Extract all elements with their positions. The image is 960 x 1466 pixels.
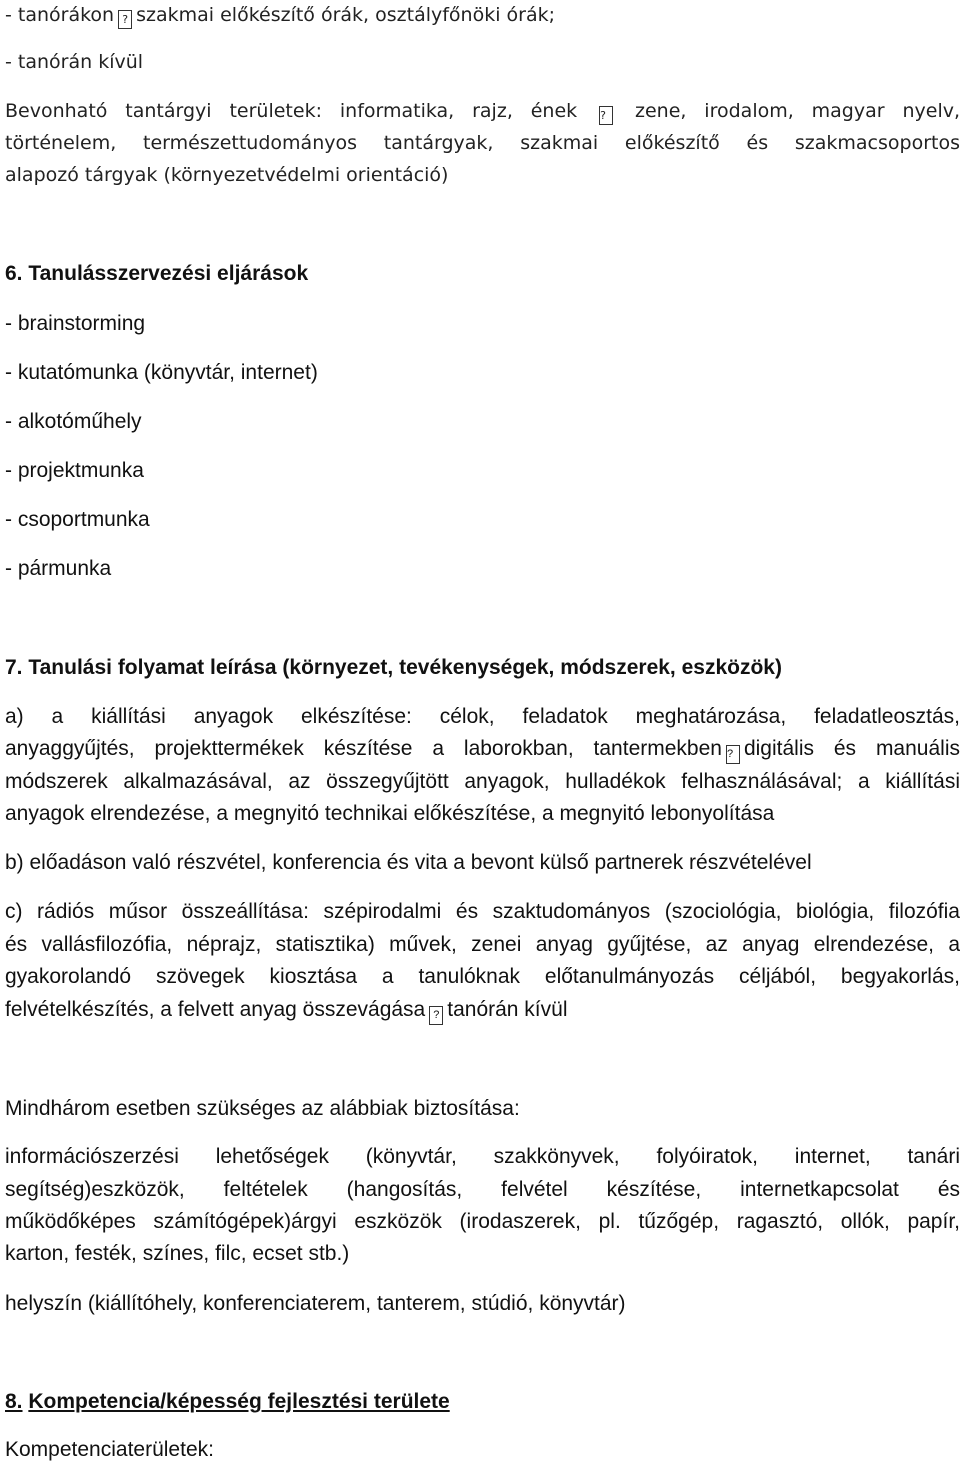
- intro-text: zene, irodalom, magyar nyelv,: [634, 100, 960, 122]
- list-item: - brainstorming: [5, 312, 146, 335]
- missing-glyph-icon: ?: [118, 10, 132, 29]
- requirements-line: információszerzési lehetőségek (könyvtár, szakkönyvek, folyóiratok, internet, tanári: [5, 1145, 960, 1168]
- intro-line-1: [5, 2, 960, 29]
- section-8-number: 8.: [5, 1390, 23, 1413]
- paragraph-text: tanórán kívül: [447, 998, 568, 1021]
- section-8-subheading: Kompetenciaterületek:: [5, 1438, 214, 1461]
- paragraph-c-line: [5, 997, 960, 1025]
- paragraph-b: b) előadáson való részvétel, konferencia és vita a bevont külső partnerek részvételével: [5, 851, 812, 874]
- paragraph-a-line: anyagok elrendezése, a megnyitó technikai előkészítése, a megnyitó lebonyolítása: [5, 802, 775, 825]
- requirements-intro: Mindhárom esetben szükséges az alábbiak biztosítása:: [5, 1097, 520, 1120]
- missing-glyph-icon: ?: [726, 745, 740, 764]
- section-8-heading: [5, 1389, 960, 1415]
- missing-glyph-icon: ?: [429, 1006, 443, 1025]
- section-7-heading: 7. Tanulási folyamat leírása (környezet, tevékenységek, módszerek, eszközök): [5, 656, 782, 679]
- paragraph-a-line: [5, 736, 960, 764]
- paragraph-c-line: c) rádiós műsor összeállítása: szépirodalmi és szaktudományos (szociológia, biológia, filozófia: [5, 900, 960, 923]
- list-item: - projektmunka: [5, 459, 144, 482]
- section-8-title: Kompetencia/képesség fejlesztési területe: [28, 1390, 450, 1413]
- list-item: - alkotóműhely: [5, 410, 142, 433]
- intro-text: szakmai előkészítő órák, osztályfőnöki órák;: [136, 4, 556, 26]
- paragraph-c-line: és vallásfilozófia, néprajz, statisztika) művek, zenei anyag gyűjtése, az anyag elrendezése, a: [5, 933, 960, 956]
- paragraph-a-line: módszerek alkalmazásával, az összegyűjtött anyagok, hulladékok felhasználásával; a kiállítási: [5, 770, 960, 793]
- requirements-line: működőképes számítógépek)árgyi eszközök (irodaszerek, pl. tűzőgép, ragasztó, ollók, papír,: [5, 1210, 960, 1233]
- intro-line-3: [5, 98, 960, 125]
- intro-line-4: történelem, természettudományos tantárgyak, szakmai előkészítő és szakmacsoportos: [5, 132, 960, 154]
- paragraph-text: digitális és manuális: [743, 737, 960, 760]
- paragraph-c-line: gyakorolandó szövegek kiosztása a tanulóknak előtanulmányozás céljából, begyakorlás,: [5, 965, 960, 988]
- list-item: - kutatómunka (könyvtár, internet): [5, 361, 318, 384]
- intro-line-5: alapozó tárgyak (környezetvédelmi orientáció): [5, 164, 449, 186]
- requirements-line: segítség)eszközök, feltételek (hangosítás, felvétel készítése, internetkapcsolat és: [5, 1178, 960, 1201]
- paragraph-text: anyaggyűjtés, projekttermékek készítése a laborokban, tantermekben: [5, 737, 722, 760]
- intro-text: - tanórákon: [5, 4, 115, 26]
- list-item: - pármunka: [5, 557, 112, 580]
- missing-glyph-icon: ?: [599, 106, 613, 125]
- intro-text: Bevonható tantárgyi területek: informatika, rajz, ének: [5, 100, 578, 122]
- section-6-heading: 6. Tanulásszervezési eljárások: [5, 262, 309, 285]
- paragraph-a-line: a) a kiállítási anyagok elkészítése: célok, feladatok meghatározása, feladatleosztás,: [5, 705, 960, 728]
- intro-line-2: - tanórán kívül: [5, 51, 144, 73]
- requirements-location: helyszín (kiállítóhely, konferenciaterem, tanterem, stúdió, könyvtár): [5, 1292, 626, 1315]
- paragraph-text: felvételkészítés, a felvett anyag összevágása: [5, 998, 426, 1021]
- list-item: - csoportmunka: [5, 508, 150, 531]
- requirements-line: karton, festék, színes, filc, ecset stb.): [5, 1242, 350, 1265]
